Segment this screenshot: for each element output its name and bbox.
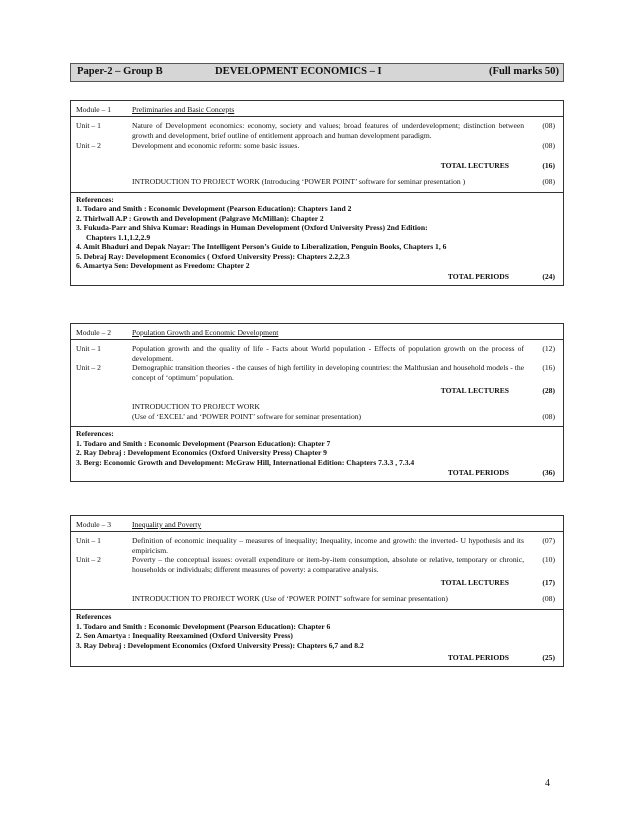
total-periods-value: (25) [542, 653, 555, 662]
unit-description: Development and economic reform: some basic issues. [132, 141, 300, 150]
module-title: Preliminaries and Basic Concepts [132, 105, 235, 114]
module-number: Module – 2 [76, 328, 112, 337]
module-title: Population Growth and Economic Development [132, 328, 279, 337]
project-work-row [71, 177, 563, 187]
page-number: 4 [545, 778, 550, 789]
total-periods-label: TOTAL PERIODS [447, 271, 509, 281]
unit-description: Nature of Development economics: economy, society and values; broad features of underdevelopment; distinction between growth and development, brief outline of entitlement approach and human development paradigm. [132, 121, 524, 140]
module-3 [70, 515, 564, 667]
reference-item: 3. Ray Debraj : Development Economics (Oxford University Press): Chapters 6,7 and 8.2 [76, 640, 364, 650]
module-title: Inequality and Poverty [132, 520, 202, 529]
reference-item: 2. Sen Amartya : Inequality Reexamined (Oxford University Press) [76, 631, 293, 640]
references [71, 426, 563, 467]
paper-title: DEVELOPMENT ECONOMICS – I [215, 66, 382, 77]
references [71, 192, 563, 271]
references-title: References [76, 612, 112, 621]
unit-marks: (08) [542, 141, 555, 150]
module-number: Module – 1 [76, 105, 112, 114]
reference-item: 5. Debraj Ray: Development Economics ( Oxford University Press): Chapters 2.2,2.3 [76, 251, 350, 261]
total-lectures-label: TOTAL LECTURES [440, 578, 509, 587]
module-header [71, 324, 563, 340]
total-lectures-value: (16) [542, 160, 555, 170]
total-lectures-label: TOTAL LECTURES [440, 386, 509, 395]
paper-header [70, 63, 564, 82]
unit-label: Unit – 2 [76, 555, 101, 564]
total-periods [71, 650, 563, 666]
unit-row [71, 344, 563, 363]
reference-item: Chapters 1.1,1.2,2.9 [86, 232, 151, 242]
unit-row [71, 121, 563, 140]
reference-item: 1. Todaro and Smith : Economic Development (Pearson Education): Chapter 6 [76, 621, 331, 631]
unit-row [71, 141, 563, 151]
unit-marks: (10) [542, 555, 555, 564]
total-periods-value: (36) [542, 468, 555, 477]
project-work-row [71, 594, 563, 604]
project-work-row [71, 402, 563, 421]
reference-item: 2. Ray Debraj : Development Economics (Oxford University Press) Chapter 9 [76, 448, 327, 457]
project-work-text: (Use of ‘EXCEL’ and ‘POWER POINT’ software for seminar presentation) [132, 411, 362, 421]
reference-item: 4. Amit Bhaduri and Depak Nayar: The Intelligent Person’s Guide to Liberalization, Penguin Books, Chapters 1, 6 [76, 242, 447, 251]
total-periods [71, 467, 563, 481]
total-lectures [71, 385, 563, 396]
module-header [71, 516, 563, 532]
reference-item: 3. Berg: Economic Growth and Development: McGraw Hill, International Edition: Chapters 7.3.3 , 7.3.4 [76, 457, 415, 467]
reference-item: 1. Todaro and Smith : Economic Development (Pearson Education): Chapters 1and 2 [76, 204, 352, 213]
references-title: References: [76, 194, 114, 204]
total-lectures-label: TOTAL LECTURES [440, 160, 509, 170]
module-number: Module – 3 [76, 520, 112, 529]
unit-label: Unit – 1 [76, 344, 101, 353]
unit-description: Population growth and the quality of life - Facts about World population - Effects of population growth on the process of development. [132, 344, 524, 363]
module-1 [70, 100, 564, 286]
unit-label: Unit – 2 [76, 363, 101, 372]
unit-description: Demographic transition theories - the causes of high fertility in developing countries: the Malthusian and household models - the concept of ‘optimum’ population. [132, 363, 524, 382]
total-periods-label: TOTAL PERIODS [447, 468, 509, 477]
project-work-title: INTRODUCTION TO PROJECT WORK [132, 402, 260, 411]
project-work-text: INTRODUCTION TO PROJECT WORK (Introducing ‘POWER POINT’ software for seminar presentation ) [132, 176, 466, 186]
reference-item: 3. Fukuda-Parr and Shiva Kumar: Readings in Human Development (Oxford University Press) 2nd Edition: [76, 223, 428, 232]
total-lectures [71, 160, 563, 171]
unit-row [71, 555, 563, 574]
unit-marks: (07) [542, 536, 555, 545]
module-2 [70, 323, 564, 482]
total-lectures [71, 577, 563, 588]
project-work-marks: (08) [542, 176, 555, 186]
unit-label: Unit – 1 [76, 121, 101, 130]
full-marks: (Full marks 50) [488, 66, 559, 77]
project-work-marks: (08) [542, 412, 555, 421]
module-header [71, 101, 563, 117]
references [71, 609, 563, 650]
unit-marks: (08) [542, 121, 555, 130]
unit-marks: (16) [542, 363, 555, 372]
references-title: References: [76, 429, 114, 438]
reference-item: 6. Amartya Sen: Development as Freedom: Chapter 2 [76, 261, 250, 270]
unit-row [71, 363, 563, 382]
unit-label: Unit – 2 [76, 141, 101, 150]
unit-description: Poverty – the conceptual issues: overall expenditure or item-by-item consumption, absolute or relative, temporary or chronic, households or individuals; different measures of poverty: a comparative analysis. [132, 555, 524, 574]
total-lectures-value: (28) [542, 386, 555, 395]
total-periods-value: (24) [542, 271, 555, 281]
project-work-text: INTRODUCTION TO PROJECT WORK (Use of ‘POWER POINT’ software for seminar presentation) [132, 594, 448, 603]
reference-item: 2. Thirlwall A.P : Growth and Development (Palgrave McMillan): Chapter 2 [76, 213, 324, 223]
total-periods [71, 271, 563, 285]
unit-description: Definition of economic inequality – measures of inequality; Inequality, income and growth: the inverted- U hypothesis and its empiricism. [132, 536, 524, 555]
project-work-marks: (08) [542, 594, 555, 603]
total-lectures-value: (17) [542, 578, 555, 587]
total-periods-label: TOTAL PERIODS [447, 653, 509, 662]
unit-marks: (12) [542, 344, 555, 353]
paper-group: Paper-2 – Group B [77, 66, 163, 77]
reference-item: 1. Todaro and Smith : Economic Development (Pearson Education): Chapter 7 [76, 438, 331, 448]
unit-label: Unit – 1 [76, 536, 101, 545]
unit-row [71, 536, 563, 555]
